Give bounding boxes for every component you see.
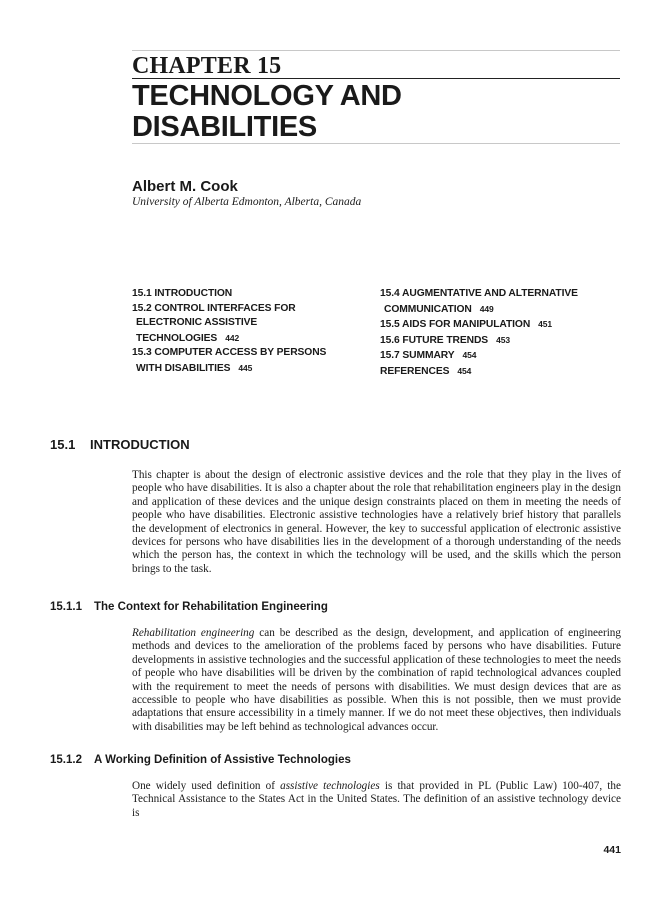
section-title: INTRODUCTION <box>90 437 190 452</box>
toc-line <box>380 364 630 380</box>
section-number: 15.1 <box>50 437 76 452</box>
toc-line <box>380 333 630 349</box>
toc-entry[interactable] <box>380 333 630 349</box>
chapter-rule <box>132 78 620 79</box>
chapter-title-line-2: DISABILITIES <box>132 111 317 143</box>
subsection-number: 15.1.1 <box>50 601 82 613</box>
toc-entry[interactable] <box>380 287 630 317</box>
toc-entry[interactable] <box>380 348 630 364</box>
toc-page-number: 449 <box>479 303 494 314</box>
author-affiliation: University of Alberta Edmonton, Alberta, Canada <box>132 196 362 208</box>
subsection-heading-15-1-1 <box>50 601 328 613</box>
toc-entry[interactable] <box>132 302 362 347</box>
toc-line: 15.3 COMPUTER ACCESS BY PERSONS <box>132 347 327 358</box>
toc-entry[interactable] <box>132 287 362 302</box>
toc-left-column <box>132 287 362 376</box>
introduction-paragraph: This chapter is about the design of electronic assistive devices and the role that they play in the lives of people who have disabilities. It is also a chapter about the role that rehabilitation engineers play in the design and application of these devices and the unique design constraints placed on them in meeting the needs of people who have disabilities. Electronic assistive technologies have a relatively brief history that parallels the development of electronics in general. However, the key to successful application of electronic assistive devices for persons who have disabilities lies in the development of a thorough understanding of the needs which the person has, the context in which the technology will be used, and the skills which the person brings to the task. <box>132 469 621 575</box>
chapter-title-line-1: TECHNOLOGY AND <box>132 80 402 112</box>
toc-line <box>380 317 630 333</box>
toc-page-number: 451 <box>538 319 553 329</box>
paragraph-text: can be described as the design, development, and application of engineering methods and devices to the amelioration of the problems faced by persons who have disabilities. Future developments in assistive technologies and the successful application of these technologies to meet the needs of people who have disabilities will be driven by the combination of rapid technological advances coupled with the requirement to meet the needs of persons with disabilities. We must design devices that are as accessible to people who have disabilities as possible. When this is not possible, then we must provide adaptations that ensure accessibility in a timely manner. If we do not meet these objectives, then individuals with disabilities may be left behind as technological advances occur. <box>132 627 621 733</box>
definition-paragraph <box>132 780 621 820</box>
subsection-heading-15-1-2 <box>50 754 351 766</box>
toc-line-text: COMMUNICATION <box>384 303 472 315</box>
toc-page-number: 445 <box>238 362 253 373</box>
emphasis-term: Rehabilitation engineering <box>132 627 255 639</box>
toc-right-column <box>380 287 630 379</box>
toc-page-number: 453 <box>496 334 510 345</box>
toc-line <box>380 348 630 364</box>
toc-line-text: WITH DISABILITIES <box>136 362 231 374</box>
paragraph-text: One widely used definition of <box>132 780 281 792</box>
context-paragraph <box>132 627 621 734</box>
toc-line: ELECTRONIC ASSISTIVE <box>136 317 258 328</box>
toc-page-number: 454 <box>457 365 472 376</box>
title-rule <box>132 143 620 144</box>
toc-line <box>132 361 362 377</box>
emphasis-term: assistive technologies <box>280 780 380 792</box>
toc-page-number: 454 <box>462 350 477 360</box>
toc-line-text: REFERENCES <box>380 365 450 377</box>
toc-line: 15.2 CONTROL INTERFACES FOR <box>132 302 296 314</box>
section-heading-15-1 <box>50 437 190 452</box>
toc-line-text: 15.6 FUTURE TRENDS <box>380 334 489 346</box>
top-rule <box>132 50 620 51</box>
chapter-title <box>132 81 402 143</box>
subsection-number: 15.1.2 <box>50 754 82 766</box>
subsection-title: The Context for Rehabilitation Engineering <box>94 601 328 613</box>
toc-entry[interactable] <box>380 364 630 380</box>
toc-line-text: TECHNOLOGIES <box>136 332 218 344</box>
page-number: 441 <box>603 844 621 856</box>
toc-line <box>132 331 362 347</box>
toc-entry[interactable] <box>132 346 362 376</box>
chapter-label: CHAPTER 15 <box>132 53 282 79</box>
subsection-title: A Working Definition of Assistive Technologies <box>94 754 351 766</box>
toc-line-text: 15.7 SUMMARY <box>380 350 455 361</box>
toc-entry[interactable] <box>380 317 630 333</box>
toc-page-number: 442 <box>225 332 240 343</box>
author-name: Albert M. Cook <box>132 178 238 195</box>
paragraph-text: is that provided in PL (Public Law) 100-407, the Technical Assistance to the States Act in the United States. The definition of an assistive technology device is <box>132 780 621 819</box>
toc-line: 15.4 AUGMENTATIVE AND ALTERNATIVE <box>380 288 578 299</box>
toc-line <box>380 302 630 318</box>
toc-line-text: 15.5 AIDS FOR MANIPULATION <box>380 319 531 330</box>
toc-line: 15.1 INTRODUCTION <box>132 288 233 299</box>
